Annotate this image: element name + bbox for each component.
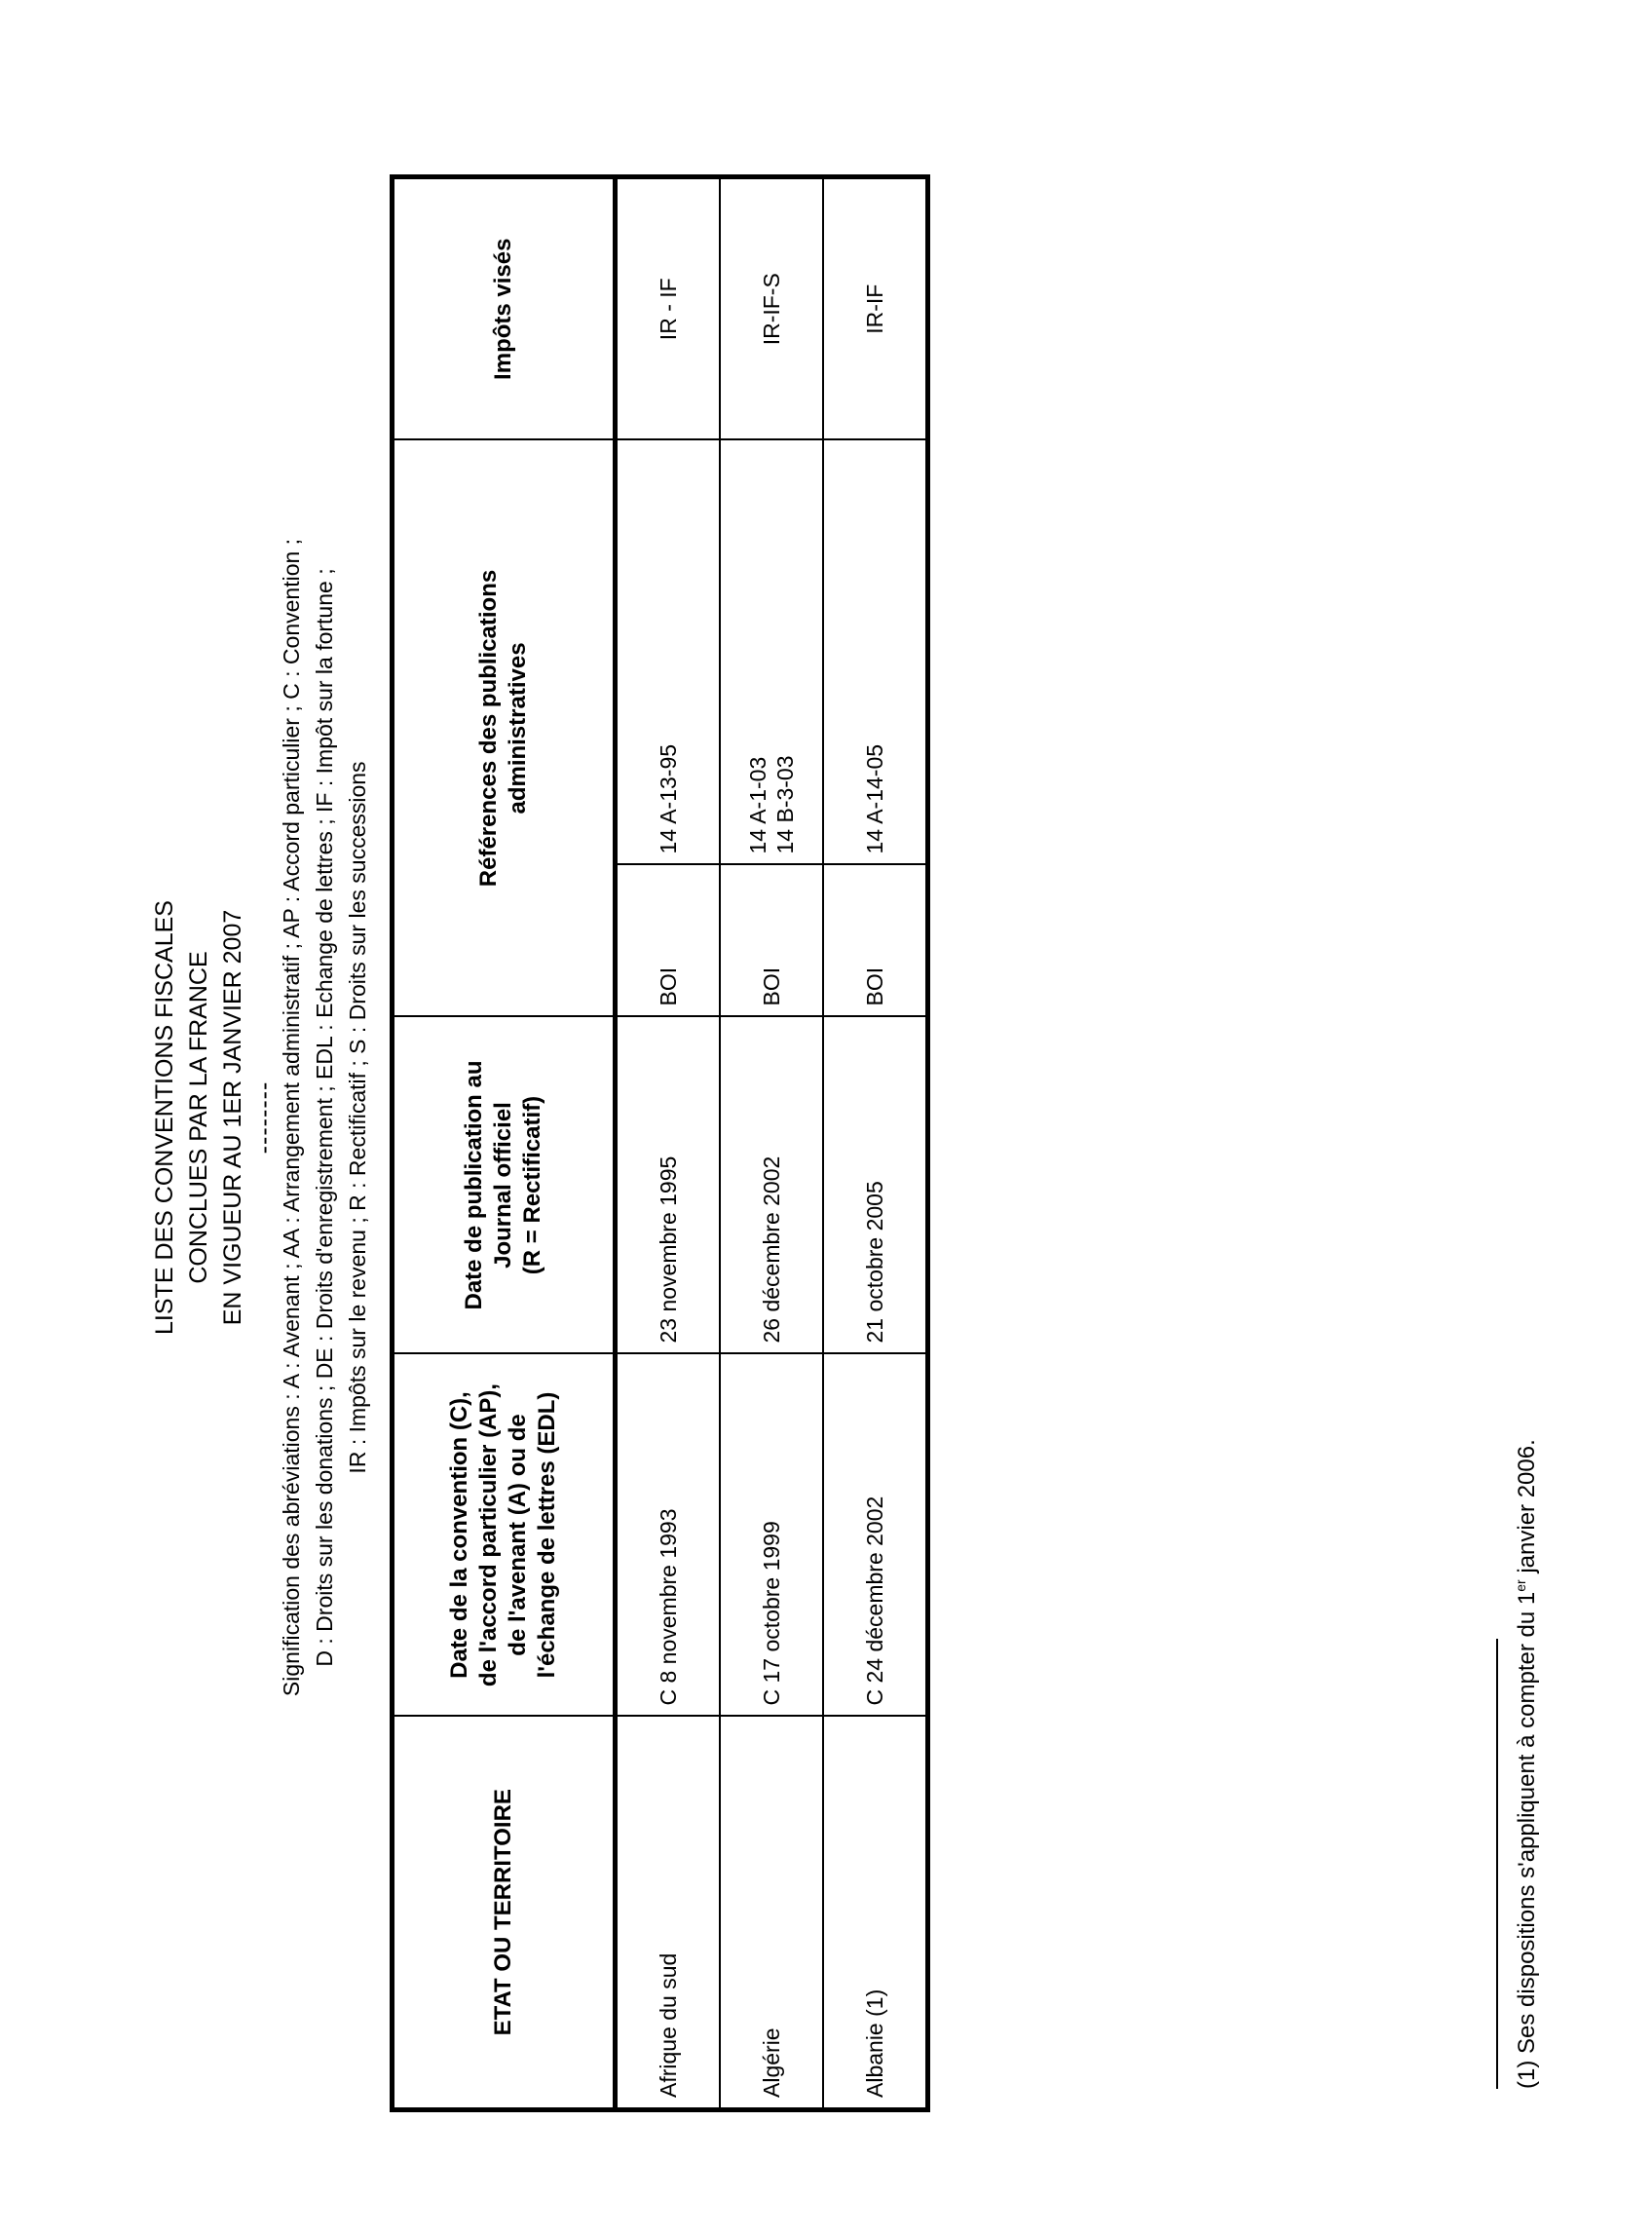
footnote-text-after: janvier 2006.	[1514, 1439, 1540, 1580]
cell-publication-type: BOI	[823, 865, 928, 1017]
title-line-2: CONCLUES PAR LA FRANCE	[185, 951, 212, 1284]
publication-ref: 14 B-3-03	[772, 755, 798, 854]
cell-convention-date: C 17 octobre 1999	[720, 1354, 823, 1717]
table-row	[720, 176, 823, 2109]
conventions-table	[390, 174, 930, 2112]
cell-publication-refs	[823, 439, 928, 864]
publication-ref: 14 A-13-95	[656, 743, 681, 854]
footnote-text-before: Ses dispositions s'appliquent à compter du 1	[1514, 1591, 1540, 2054]
cell-country: Algérie	[720, 1717, 823, 2110]
footnote-superscript: er	[1513, 1579, 1528, 1592]
legend-line-2: D : Droits sur les donations ; DE : Droits d'enregistrement ; EDL : Echange de lettres ; IF : Impôt sur la fortune ;	[312, 568, 337, 1667]
header-country: ETAT OU TERRITOIRE	[393, 1717, 616, 2110]
cell-country: Afrique du sud	[616, 1717, 721, 2110]
cell-jo-date: 21 octobre 2005	[823, 1017, 928, 1354]
cell-convention-date: C 8 novembre 1993	[616, 1354, 721, 1717]
header-jo-date: Date de publication au Journal officiel (R = Rectificatif)	[393, 1017, 616, 1354]
cell-taxes: IR-IF-S	[720, 176, 823, 439]
cell-taxes: IR-IF	[823, 176, 928, 439]
table-row	[823, 176, 928, 2109]
title-separator: --------	[250, 1080, 278, 1155]
cell-country: Albanie (1)	[823, 1717, 928, 2110]
header-taxes: Impôts visés	[393, 176, 616, 439]
cell-convention-date: C 24 décembre 2002	[823, 1354, 928, 1717]
table-header-row	[393, 176, 616, 2109]
cell-publication-type: BOI	[616, 865, 721, 1017]
title-line-3: EN VIGUEUR AU 1ER JANVIER 2007	[219, 909, 246, 1326]
document-title	[148, 0, 278, 2235]
cell-jo-date: 26 décembre 2002	[720, 1017, 823, 1354]
header-references: Références des publications administratives	[393, 439, 616, 1016]
cell-publication-refs	[720, 439, 823, 864]
cell-publication-type: BOI	[720, 865, 823, 1017]
footnote	[1506, 1439, 1542, 2089]
header-convention-date: Date de la convention (C), de l'accord particulier (AP), de l'avenant (A) ou de l'échange de lettres (EDL)	[393, 1354, 616, 1717]
legend-line-1: Signification des abréviations : A : Avenant ; AA : Arrangement administratif ; AP : Accord particulier ; C : Convention ;	[279, 538, 304, 1697]
cell-publication-refs	[616, 439, 721, 864]
footnote-marker: (1)	[1514, 2060, 1540, 2089]
cell-taxes: IR - IF	[616, 176, 721, 439]
footnote-separator	[1496, 1639, 1498, 2089]
publication-ref: 14 A-14-05	[862, 743, 887, 854]
abbreviations-legend	[275, 0, 374, 2235]
table-row	[616, 176, 721, 2109]
publication-ref: 14 A-1-03	[745, 756, 770, 854]
title-line-1: LISTE DES CONVENTIONS FISCALES	[151, 900, 178, 1335]
legend-line-3: IR : Impôts sur le revenu ; R : Rectificatif ; S : Droits sur les successions	[345, 761, 370, 1474]
cell-jo-date: 23 novembre 1995	[616, 1017, 721, 1354]
